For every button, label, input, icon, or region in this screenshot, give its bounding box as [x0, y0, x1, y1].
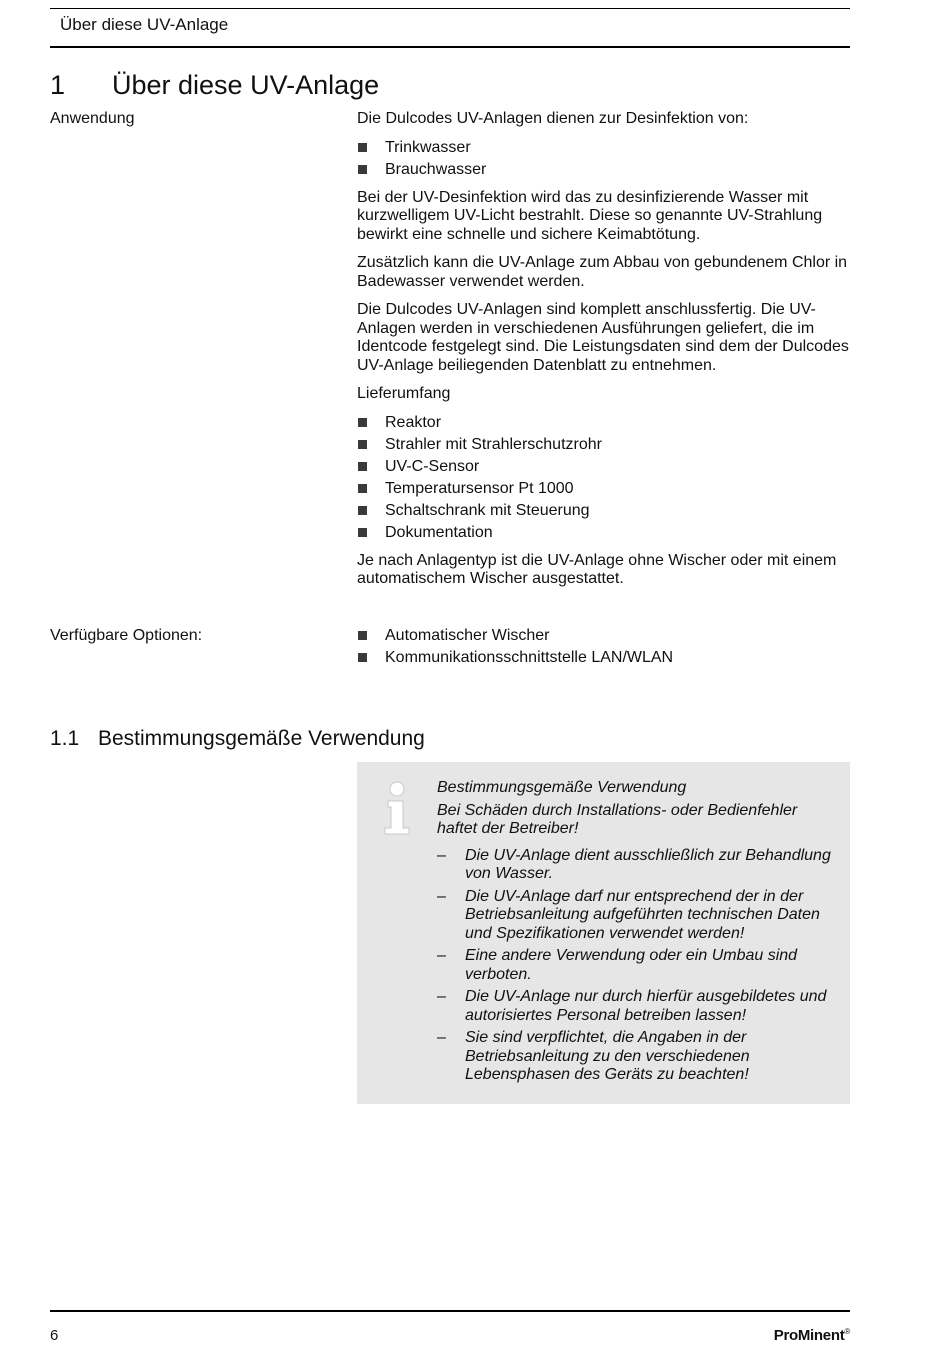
uses-list — [357, 139, 852, 179]
square-bullet-icon — [358, 653, 367, 662]
list-item: Strahler mit Strahlerschutzrohr — [357, 436, 852, 454]
square-bullet-icon — [358, 506, 367, 515]
dash-bullet: – — [437, 846, 446, 864]
header-bottom-rule — [50, 46, 850, 48]
anwendung-body — [357, 110, 852, 599]
dash-bullet: – — [437, 947, 446, 964]
chapter-number: 1 — [50, 70, 66, 100]
lieferumfang-list — [357, 414, 852, 542]
list-item: – Die UV-Anlage nur durch hierfür ausgebildetes und autorisiertes Personal betreiben lassen! — [437, 988, 827, 1024]
square-bullet-icon — [358, 631, 367, 640]
header-top-rule — [50, 8, 850, 9]
paragraph-chlor: Zusätzlich kann die UV-Anlage zum Abbau von gebundenem Chlor in Badewasser verwendet werden. — [357, 254, 848, 290]
list-item: Automatischer Wischer — [357, 627, 852, 645]
list-item: Dokumentation — [357, 524, 852, 542]
page-number: 6 — [50, 1327, 59, 1344]
paragraph-uv-desinfektion: Bei der UV-Desinfektion wird das zu desinfizierende Wasser mit kurzwelligem UV-Licht bestrahlt. Diese so genannte UV-Strahlung bewirkt eine schnelle und sichere Keimabtötung. — [357, 188, 823, 243]
section-number: 1.1 — [50, 727, 80, 750]
info-icon — [381, 780, 415, 840]
square-bullet-icon — [358, 143, 367, 152]
chapter-heading — [50, 70, 379, 101]
paragraph-anschlussfertig: Die Dulcodes UV-Anlagen sind komplett anschlussfertig. Die UV-Anlagen werden in verschiedenen Ausführungen geliefert, die im Identcode festgelegt sind. Die Leistungsdaten sind dem der Dulcodes UV-Anlage beiliegenden Datenblatt zu entnehmen. — [357, 301, 849, 374]
square-bullet-icon — [358, 440, 367, 449]
list-item: – Eine andere Verwendung oder ein Umbau sind verboten. — [437, 947, 798, 983]
paragraph-wischer: Je nach Anlagentyp ist die UV-Anlage ohne Wischer oder mit einem automatischem Wischer ausgestattet. — [357, 551, 837, 587]
square-bullet-icon — [358, 528, 367, 537]
info-title: Bestimmungsgemäße Verwendung — [437, 779, 687, 796]
info-list — [437, 847, 832, 1085]
optionen-list — [357, 627, 852, 667]
list-item: Temperatursensor Pt 1000 — [357, 480, 852, 498]
info-box — [357, 762, 850, 1104]
dash-bullet: – — [437, 988, 446, 1005]
optionen-body — [357, 627, 852, 677]
square-bullet-icon — [358, 484, 367, 493]
list-item: Brauchwasser — [357, 161, 852, 179]
info-content — [437, 779, 832, 1089]
info-lead: Bei Schäden durch Installations- oder Bedienfehler haftet der Betreiber! — [437, 801, 798, 837]
lieferumfang-label: Lieferumfang — [357, 385, 451, 402]
list-item: Reaktor — [357, 414, 852, 432]
chapter-title: Über diese UV-Anlage — [112, 70, 380, 100]
section-heading — [50, 727, 425, 751]
square-bullet-icon — [358, 165, 367, 174]
intro-paragraph: Die Dulcodes UV-Anlagen dienen zur Desinfektion von: — [357, 110, 749, 127]
list-item: – Die UV-Anlage darf nur entsprechend der in der Betriebsanleitung aufgeführten technischen Daten und Spezifikationen verwendet werden! — [437, 887, 820, 942]
list-item: Trinkwasser — [357, 139, 852, 157]
list-item: – Sie sind verpflichtet, die Angaben in der Betriebsanleitung zu den verschiedenen Lebensphasen des Geräts zu beachten! — [437, 1029, 750, 1083]
side-label-anwendung: Anwendung — [50, 110, 135, 127]
square-bullet-icon — [358, 418, 367, 427]
square-bullet-icon — [358, 462, 367, 471]
side-label-optionen: Verfügbare Optionen: — [50, 627, 203, 644]
list-item: Schaltschrank mit Steuerung — [357, 502, 852, 520]
prominent-logo: ProMinent® — [773, 1327, 850, 1344]
list-item: – Die UV-Anlage dient ausschließlich zur Behandlung von Wasser. — [437, 846, 831, 882]
section-title: Bestimmungsgemäße Verwendung — [98, 727, 425, 750]
list-item: Kommunikationsschnittstelle LAN/WLAN — [357, 649, 852, 667]
footer-rule — [50, 1310, 850, 1312]
running-header: Über diese UV-Anlage — [60, 15, 229, 34]
dash-bullet: – — [437, 887, 446, 905]
dash-bullet: – — [437, 1029, 446, 1046]
list-item: UV-C-Sensor — [357, 458, 852, 476]
